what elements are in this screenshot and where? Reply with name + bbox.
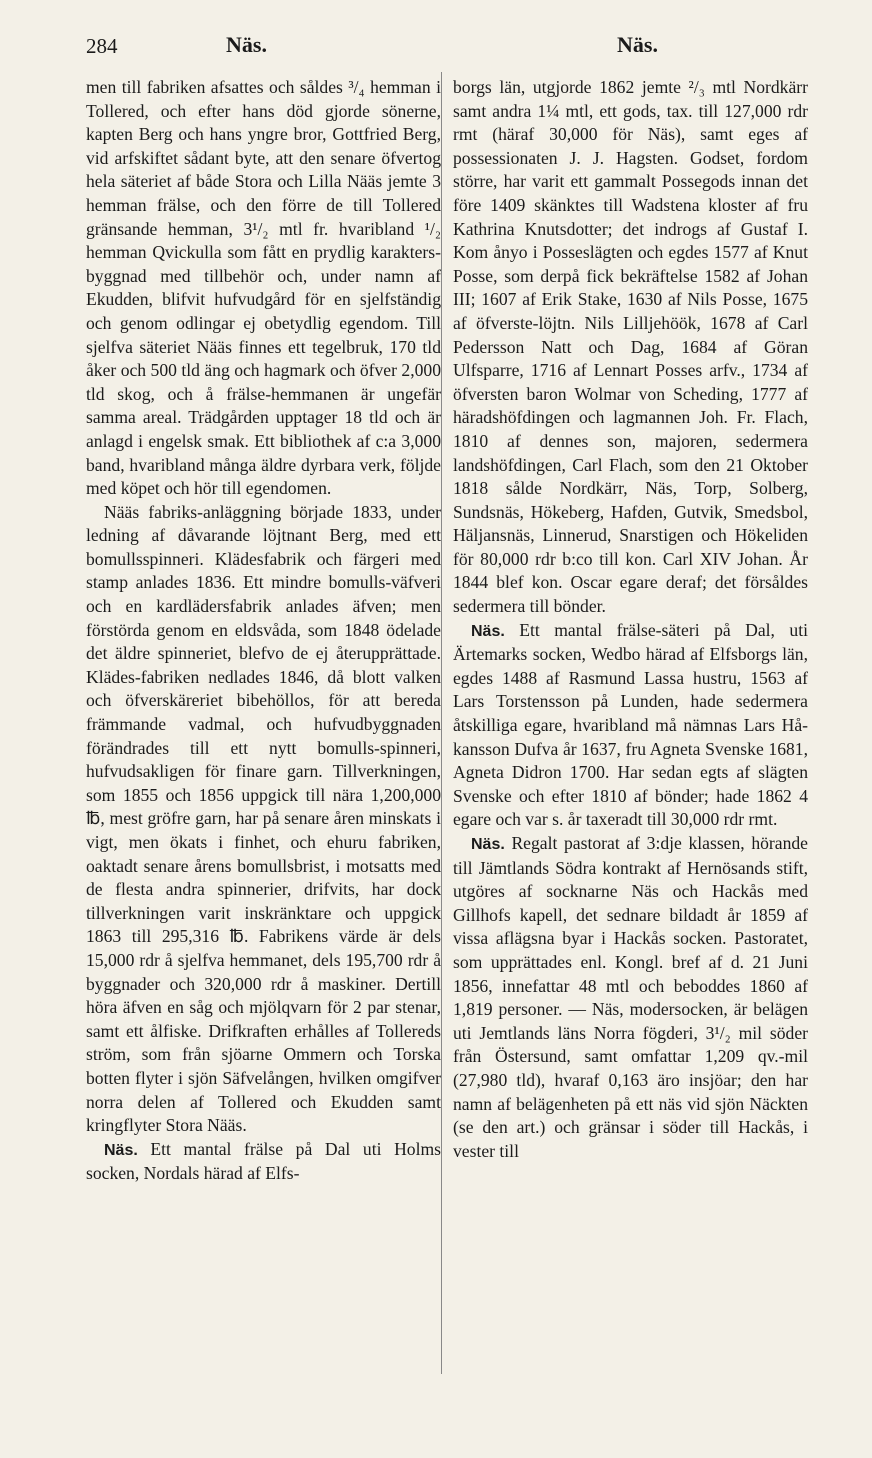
left-paragraph-2: Nääs fabriks-anläggning började 1833, under ledning af dåvarande löjtnant Berg, med ett bomullsspinneri. Klädesfabrik och färgeri med stamp anlades 1836. Ett mindre bomulls-väfveri och en kardlädersfabrik anlades äfven; men förstörda genom en eldsvåda, som 1848 ödelade det äldre spinneriet, blefvo de ej återupprättade. Klädes-fabriken nedlades 1846, då blott valken och öfverskäreriet bibehöllos, för att bereda främmande vadmal, och hufvudbyggnaden förändrades till ett nytt bomulls-spinneri, hufvudsakligen för finare garn. Tillverkningen, som 1855 och 1856 uppgick till nära 1,200,000 ℔, mest gröfre garn, har på senare åren minskats i vigt, men ökats i finhet, och ehuru fabriken, oaktadt senare årens bomullsbrist, i motsatts med de flesta andra spinnerier, drifvits, har dock tillverkningen varit inskränktare och uppgick 1863 till 295,316 ℔. Fabrikens värde är dels 15,000 rdr å sjelfva hemmanet, dels 195,700 rdr å byggnader och 320,000 rdr å maskiner. Dertill höra äfven en såg och mjölqvarn för 2 par stenar, samt ett ålfiske. Drifkraften erhålles af Tollereds ström, som från sjöarne Ommern och Torska botten flyter i sjön Säfvelången, hvilken omgifver norra delen af Tollered och Ekudden samt kringflyter Stora Nääs.: [86, 501, 441, 1136]
entry-headword: Näs.: [471, 622, 505, 640]
entry-headword: Näs.: [104, 1141, 138, 1159]
left-column: [86, 76, 441, 1186]
right-column: [453, 76, 808, 1163]
right-paragraph-2: [453, 619, 808, 832]
entry-text: Regalt pastorat af 3:dje klassen, hörande till Jämtlands Södra kontrakt af Hernösands stift, utgöres af socknarne Näs och Hackås med Gillhofs kapell, det sednare bildadt år 1859 af vissa aflägsna byar i Hackås socken. Pastoratet, som upprättades enl. Kongl. bref af d. 21 Juni 1856, innefattar 48 mtl och beboddes 1860 af 1,819 personer. — Näs, modersocken, är belägen uti Jemtlands läns Norra fögderi, 3¹/₂ mil söder från Östersund, samt omfattar 1,209 qv.-mil (27,980 tld), hvaraf 0,163 äro insjöar; den har namn af belägenheten på ett näs vid sjön Näckten (se den art.) och gränsar i söder till Hackås, i vester till: [453, 833, 808, 1161]
left-paragraph-3: [86, 1138, 441, 1186]
running-head-left: Näs.: [226, 32, 267, 57]
entry-headword: Näs.: [471, 836, 505, 853]
left-paragraph-1: men till fabriken afsattes och såldes ³/₄ hemman i Tollered, och efter hans död gjorde sönerne, kapten Berg och hans yngre bror, Gottfried Berg, vid arfskiftet sådant byte, att den senare öfvertog hela säteriet af både Stora och Lilla Nääs jemte 3 hemman frälse, och den förre de till Tollered gränsande hemman, 3¹/₂ mtl fr. hvaribland ¹/₂ hemman Qvickulla som fått en prydlig karakters-byggnad med tillbehör och, under namn af Ekudden, blifvit hufvudgård för en sjelfständig och genom odlingar ej obetydlig egendom. Till sjelfva säteriet Nääs finnes ett tegelbruk, 170 tld åker och 500 tld äng och hagmark och öfver 2,000 tld skog, och å frälse-hemmanen är ungefär samma areal. Trädgården upptager 18 tld och är anlagd i engelsk smak. Ett bibliothek af c:a 3,000 band, hvaribland många äldre dyrbara verk, följde med köpet och hör till egendomen.: [86, 77, 441, 499]
entry-text: Ett mantal frälse-säteri på Dal, uti Ärtemarks socken, Wedbo härad af Elfsborgs län, egdes 1488 af Rasmund Lassa hustru, 1563 af Lars Torstensson på Lunden, hade sedermera åtskilliga egare, hvaribland må nämnas Lars Håkansson Dufva år 1637, fru Agneta Svenske 1681, Agneta Didron 1700. Har sedan egts af slägten Svenske och efter 1810 af bönder; hade 1862 4 egare och var s. år taxeradt till 30,000 rdr rmt.: [453, 619, 808, 830]
running-head-right: Näs.: [617, 32, 658, 57]
right-paragraph-3: [453, 832, 808, 1163]
page-number: 284: [86, 34, 118, 58]
right-paragraph-1: borgs län, utgjorde 1862 jemte ²/₃ mtl Nordkärr samt andra 1¼ mtl, ett gods, tax. till 127,000 rdr rmt (häraf 30,000 för Näs), samt eges af possessionaten J. J. Hagsten. Godset, fordom större, har varit ett gammalt Possegods innan det före 1409 skänktes till Wadstena kloster af fru Kathrina Knutsdotter; det indrogs af Gustaf I. Kom ånyo i Posseslägten och egdes 1577 af Knut Posse, som derpå fick bekräftelse 1582 af Johan III; 1607 af Erik Stake, 1630 af Nils Posse, 1675 af öfverste-löjtn. Nils Lilljehöök, 1678 af Carl Pedersson Natt och Dag, 1684 af Göran Ulfsparre, 1716 af Lennart Posses arfv., 1734 af öfversten baron Wolmar von Scheding, 1777 af häradshöfdingen och lagmannen Joh. Fr. Flach, 1810 af dennes son, majoren, sedermera landshöfdingen, Carl Flach, som den 21 Oktober 1818 sålde Nordkärr, Näs, Torp, Solberg, Sundsnäs, Hökeberg, Hafden, Gutvik, Smedsbol, Häljansnäs, Linnerud, Snarstigen och Hökeliden för 80,000 rdr b:co till kon. Carl XIV Johan. År 1844 blef kon. Oscar egare deraf; det försåldes sedermera till bönder.: [453, 77, 808, 617]
entry-text: Ett mantal frälse på Dal uti Holms socken, Nordals härad af Elfs-: [86, 1138, 441, 1184]
column-divider: [441, 72, 442, 1374]
